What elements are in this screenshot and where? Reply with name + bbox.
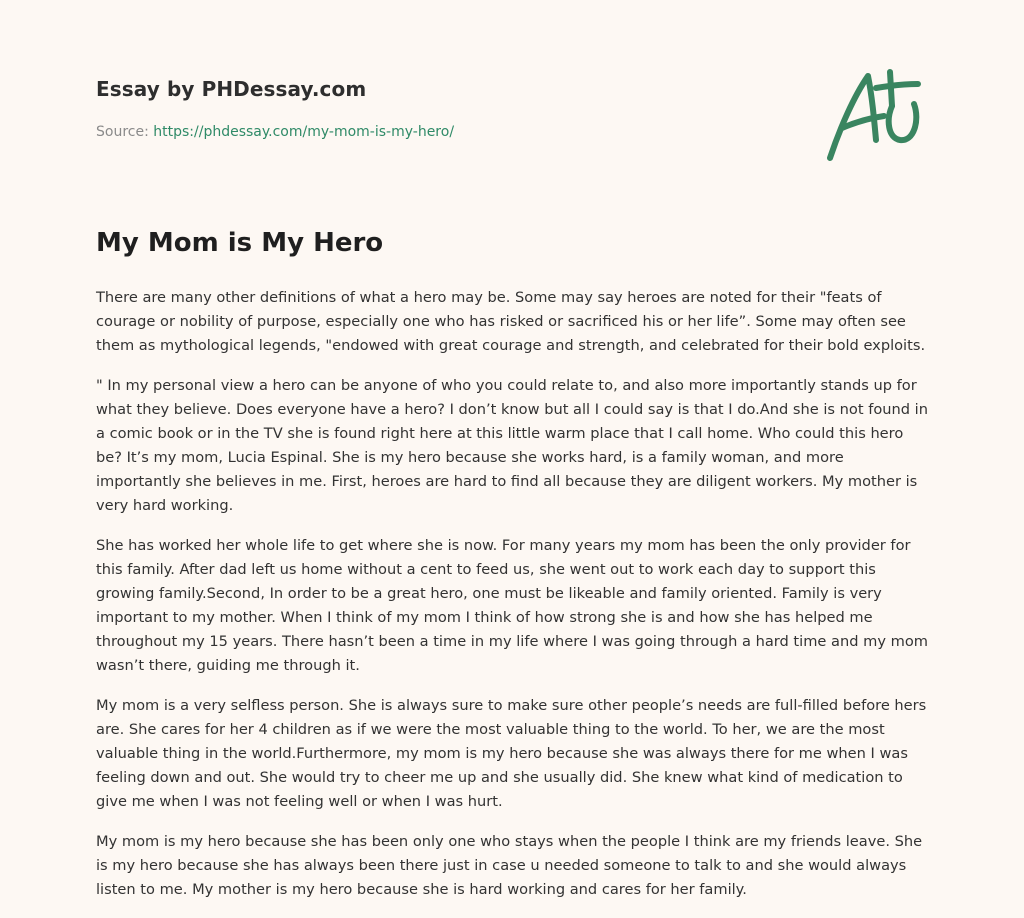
- source-line: [96, 124, 454, 140]
- essay-title: My Mom is My Hero: [96, 228, 384, 258]
- source-label: Source:: [96, 124, 149, 140]
- essay-paragraph: She has worked her whole life to get where she is now. For many years my mom has been the only provider for this family. After dad left us home without a cent to feed us, she went out to work each day to support this growing family.Second, In order to be a great hero, one must be likeable and family oriented. Family is very important to my mother. When I think of my mom I think of how strong she is and how she has helped me throughout my 15 years. There hasn’t been a time in my life where I was going through a hard time and my mom wasn’t there, guiding me through it.: [96, 537, 928, 674]
- essay-paragraph: My mom is my hero because she has been only one who stays when the people I think are my friends leave. She is my hero because she has always been there just in case u needed someone to talk to and she would always listen to me. My mother is my hero because she is hard working and cares for her family.: [96, 833, 923, 898]
- source-link[interactable]: https://phdessay.com/my-mom-is-my-hero/: [153, 124, 455, 140]
- a-plus-logo-icon: [826, 66, 930, 164]
- essay-paragraph: My mom is a very selfless person. She is always sure to make sure other people’s needs are full-filled before hers are. She cares for her 4 children as if we were the most valuable thing to the world. To her, we are the most valuable thing in the world.Furthermore, my mom is my hero because she was always there for me when I was feeling down and out. She would try to cheer me up and she usually did. She knew what kind of medication to give me when I was not feeling well or when I was hurt.: [96, 697, 927, 810]
- essay-body: [96, 286, 932, 918]
- essay-paragraph: There are many other definitions of what a hero may be. Some may say heroes are noted for their "feats of courage or nobility of purpose, especially one who has risked or sacrificed his or her life”. Some may often see them as mythological legends, "endowed with great courage and strength, and celebrated for their bold exploits.: [96, 289, 926, 354]
- site-brand: Essay by PHDessay.com: [96, 77, 367, 101]
- essay-paragraph: " In my personal view a hero can be anyone of who you could relate to, and also more importantly stands up for what they believe. Does everyone have a hero? I don’t know but all I could say is that I do.And she is not found in a comic book or in the TV she is found right here at this little warm place that I call home. Who could this hero be? It’s my mom, Lucia Espinal. She is my hero because she works hard, is a family woman, and more importantly she believes in me. First, heroes are hard to find all because they are diligent workers. My mother is very hard working.: [96, 377, 928, 514]
